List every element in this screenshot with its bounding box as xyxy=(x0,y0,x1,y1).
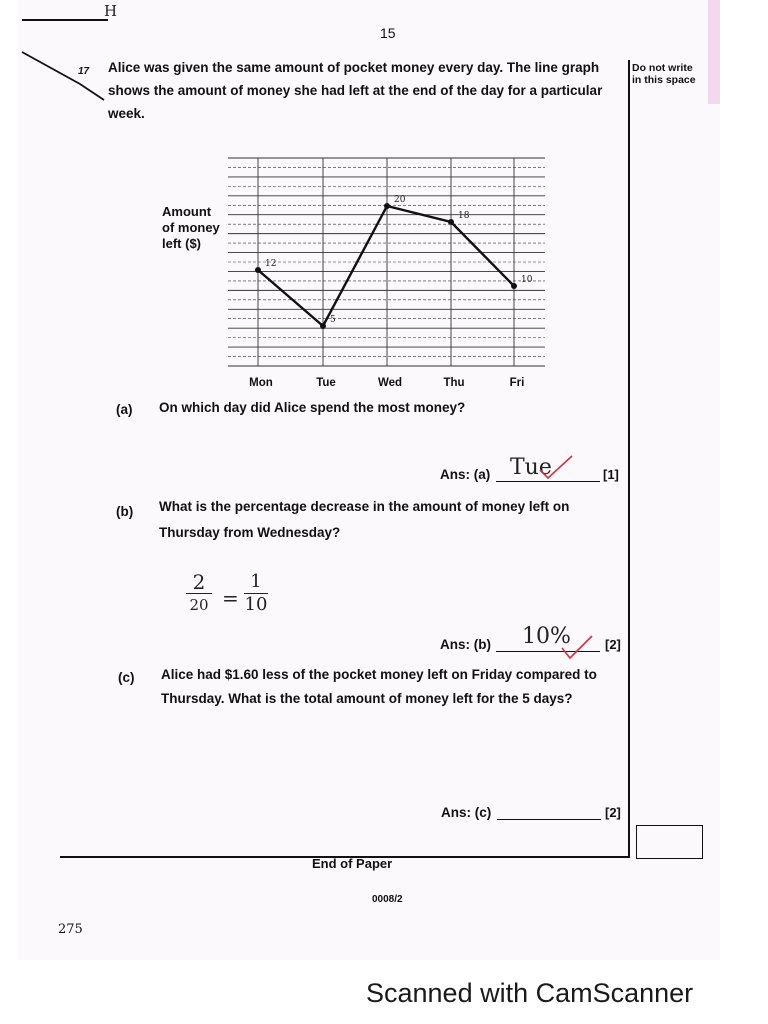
score-box[interactable] xyxy=(636,825,703,859)
paper-code: 0008/2 xyxy=(372,894,403,905)
end-of-paper: End of Paper xyxy=(312,856,393,871)
working-fraction-1 xyxy=(186,572,212,615)
line-chart xyxy=(0,0,768,400)
working-num-2: 1 xyxy=(250,571,262,592)
part-b-ans-label: Ans: (b) xyxy=(440,637,491,652)
part-a-label: (a) xyxy=(116,402,133,417)
working-fraction-2 xyxy=(244,572,268,615)
question-line-3: week. xyxy=(108,106,145,121)
part-b-line-1: What is the percentage decrease in the amount of money left on xyxy=(159,499,570,514)
part-a-text xyxy=(159,396,465,419)
data-point xyxy=(384,203,390,209)
margin-note-line-2: in this space xyxy=(632,74,696,86)
margin-note-line-1: Do not write xyxy=(632,62,693,74)
part-c-ans-label: Ans: (c) xyxy=(441,805,492,820)
data-point xyxy=(255,267,261,273)
data-point xyxy=(448,219,454,225)
question-line-2: shows the amount of money she had left at the end of the day for a particular xyxy=(108,83,603,98)
part-c-text xyxy=(161,663,597,711)
corner-mark: H xyxy=(104,2,118,20)
ylabel-line-2: of money xyxy=(162,220,220,235)
working-equals: = xyxy=(222,586,239,610)
x-tick-label: Tue xyxy=(316,377,336,389)
question-number: 17 xyxy=(78,66,90,77)
part-c-line-1: Alice had $1.60 less of the pocket money left on Friday compared to xyxy=(161,667,597,682)
x-tick-label: Mon xyxy=(249,377,273,389)
page-number: 15 xyxy=(380,25,396,41)
point-label: 5 xyxy=(330,315,336,325)
part-a-answer: Tue xyxy=(510,455,552,480)
question-line-1: Alice was given the same amount of pocket money every day. The line graph xyxy=(108,60,600,75)
part-a-line-1: On which day did Alice spend the most money? xyxy=(159,400,466,415)
working-den-2: 10 xyxy=(244,594,268,615)
page-stamp: 275 xyxy=(58,922,83,937)
part-a-marks: [1] xyxy=(603,467,619,482)
part-b-label: (b) xyxy=(116,504,134,519)
working-den-1: 20 xyxy=(189,596,209,614)
working-num-1: 2 xyxy=(192,570,206,594)
x-tick-label: Thu xyxy=(443,377,465,389)
x-tick-label: Wed xyxy=(377,377,403,389)
point-label: 20 xyxy=(394,195,406,205)
point-label: 10 xyxy=(521,275,533,285)
part-c-marks: [2] xyxy=(605,805,621,820)
data-point xyxy=(320,323,326,329)
point-label: 18 xyxy=(458,211,470,221)
x-tick-label: Fri xyxy=(509,377,525,389)
tick-mark-a xyxy=(536,452,576,482)
part-b-answer: 10% xyxy=(522,624,571,649)
part-c-answer-line[interactable] xyxy=(497,819,601,820)
ylabel-line-3: left ($) xyxy=(162,236,201,251)
part-c-line-2: Thursday. What is the total amount of money left for the 5 days? xyxy=(161,691,573,706)
part-c-label: (c) xyxy=(118,670,135,685)
point-label: 12 xyxy=(265,259,277,269)
tick-mark-b xyxy=(558,632,598,666)
scanner-watermark: Scanned with CamScanner xyxy=(366,978,694,1008)
part-b-marks: [2] xyxy=(605,637,621,652)
data-point xyxy=(511,283,517,289)
part-b-line-2: Thursday from Wednesday? xyxy=(159,525,341,540)
part-b-text xyxy=(159,494,569,546)
ylabel-line-1: Amount xyxy=(162,204,212,219)
part-a-ans-label: Ans: (a) xyxy=(440,467,491,482)
